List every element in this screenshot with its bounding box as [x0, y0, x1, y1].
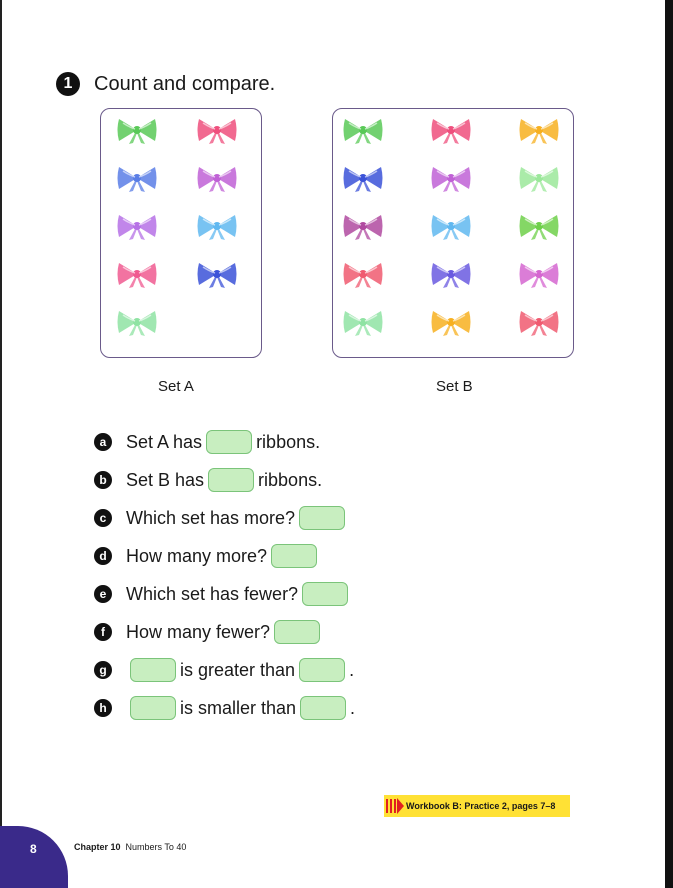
page-number: 8	[30, 842, 37, 856]
workbook-reference	[384, 795, 570, 817]
question-h	[94, 696, 355, 720]
question-text: Set A has	[126, 431, 203, 452]
exercise-number: 1	[56, 72, 80, 96]
question-d	[94, 544, 321, 568]
question-text-after: ribbons.	[258, 469, 323, 490]
set-a-label: Set A	[158, 378, 194, 395]
answer-blank[interactable]	[130, 696, 176, 720]
question-a	[94, 430, 320, 454]
question-text: Set B has	[126, 469, 205, 490]
answer-blank[interactable]	[299, 506, 345, 530]
question-text: How many more?	[126, 545, 268, 566]
ribbon-icon	[115, 211, 159, 241]
question-letter: g	[94, 661, 112, 679]
question-letter: e	[94, 585, 112, 603]
workbook-text: Workbook B: Practice 2, pages 7–8	[406, 801, 556, 811]
ribbon-icon	[195, 211, 239, 241]
ribbon-icon	[341, 163, 385, 193]
ribbon-icon	[341, 115, 385, 145]
ribbon-icon	[429, 259, 473, 289]
answer-blank[interactable]	[299, 658, 345, 682]
answer-blank[interactable]	[206, 430, 252, 454]
question-letter: b	[94, 471, 112, 489]
ribbon-icon	[429, 115, 473, 145]
ribbon-icon	[341, 211, 385, 241]
chapter-footer	[74, 842, 186, 852]
exercise-heading	[56, 72, 275, 96]
question-letter: c	[94, 509, 112, 527]
question-text: How many fewer?	[126, 621, 271, 642]
question-text: is greater than	[180, 659, 296, 680]
ribbon-icon	[195, 259, 239, 289]
question-b	[94, 468, 322, 492]
question-text-after: ribbons.	[256, 431, 321, 452]
answer-blank[interactable]	[274, 620, 320, 644]
question-g	[94, 658, 354, 682]
ribbon-icon	[517, 259, 561, 289]
ribbon-icon	[517, 115, 561, 145]
answer-blank[interactable]	[208, 468, 254, 492]
ribbon-icon	[115, 307, 159, 337]
question-text: Which set has more?	[126, 507, 296, 528]
page-left-rule	[0, 0, 2, 888]
ribbon-icon	[341, 307, 385, 337]
ribbon-icon	[115, 115, 159, 145]
ribbon-icon	[429, 163, 473, 193]
ribbon-icon	[115, 259, 159, 289]
workbook-arrow-icon	[384, 795, 406, 817]
question-letter: h	[94, 699, 112, 717]
set-b-box	[332, 108, 574, 358]
question-letter: d	[94, 547, 112, 565]
answer-blank[interactable]	[271, 544, 317, 568]
question-letter: a	[94, 433, 112, 451]
question-text: Which set has fewer?	[126, 583, 299, 604]
question-f	[94, 620, 324, 644]
ribbon-icon	[517, 307, 561, 337]
answer-blank[interactable]	[300, 696, 346, 720]
question-letter: f	[94, 623, 112, 641]
set-b-label: Set B	[436, 378, 473, 395]
question-e	[94, 582, 352, 606]
question-c	[94, 506, 349, 530]
question-period: .	[350, 697, 356, 718]
set-a-box	[100, 108, 262, 358]
chapter-label: Chapter 10	[74, 842, 121, 852]
page-number-tab	[0, 826, 68, 888]
ribbon-icon	[115, 163, 159, 193]
ribbon-icon	[429, 211, 473, 241]
exercise-title: Count and compare.	[94, 72, 276, 95]
ribbon-icon	[341, 259, 385, 289]
answer-blank[interactable]	[130, 658, 176, 682]
answer-blank[interactable]	[302, 582, 348, 606]
ribbon-icon	[517, 163, 561, 193]
question-text: is smaller than	[180, 697, 297, 718]
ribbon-icon	[517, 211, 561, 241]
page-right-edge	[665, 0, 673, 888]
ribbon-icon	[195, 115, 239, 145]
question-period: .	[349, 659, 355, 680]
chapter-topic: Numbers To 40	[125, 842, 187, 852]
ribbon-icon	[195, 163, 239, 193]
ribbon-icon	[429, 307, 473, 337]
